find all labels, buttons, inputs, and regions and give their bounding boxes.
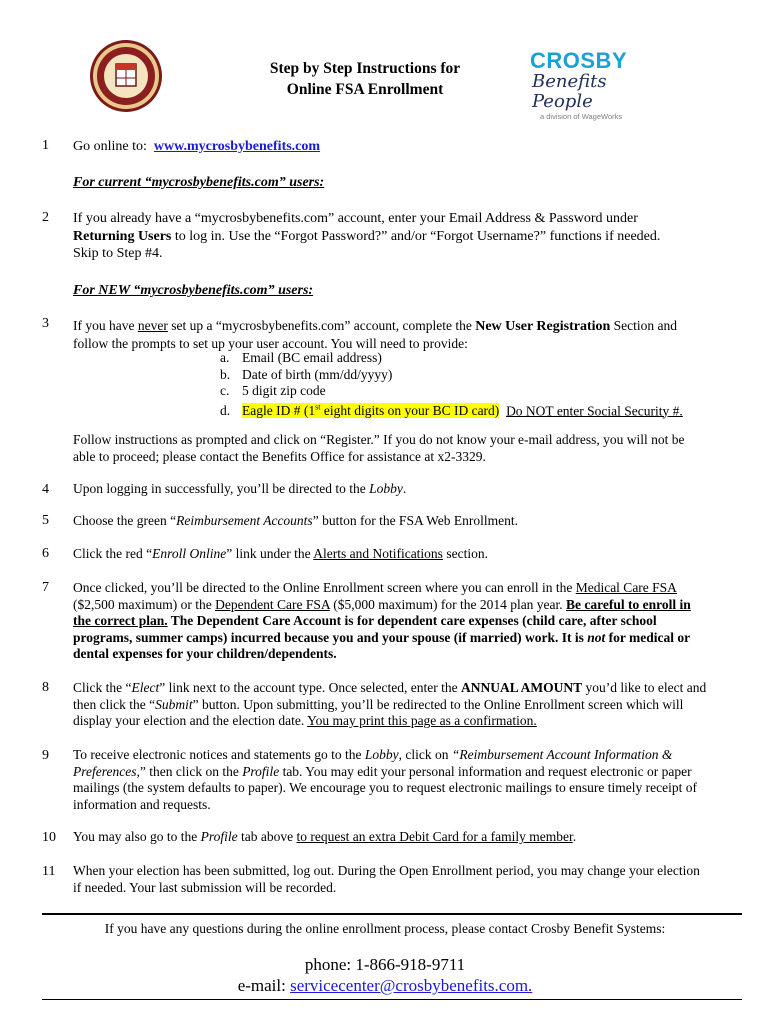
step-10-text (73, 829, 723, 846)
annual-amount-label: ANNUAL AMOUNT (460, 680, 583, 695)
step-11-text (73, 863, 723, 896)
step-9-a1: To receive electronic notices and statements go to the (73, 747, 365, 762)
superscript: st (315, 402, 321, 412)
dependent-care-fsa-label: Dependent Care FSA (215, 596, 330, 612)
logo-division: a division of WageWorks (540, 112, 623, 121)
follow-line-1: Follow instructions as prompted and click on “Register.” If you do not know your e-mail address, you will not be (73, 432, 685, 447)
step-9-line-2 (73, 764, 723, 781)
step-10-c: . (572, 829, 577, 844)
list-text: 5 digit zip code (242, 383, 326, 398)
step-number: 7 (42, 580, 49, 595)
document-title (0, 58, 770, 100)
reimbursement-accounts-label: Reimbursement Accounts (176, 513, 313, 528)
step-3-follow (73, 432, 723, 465)
step-6-text (73, 546, 723, 563)
step-11-line-2: if needed. Your last submission will be recorded. (73, 879, 337, 895)
step-9-line-3: mailings (the system defaults to paper). We encourage you to request electronic mailings to ensure timely receipt of (73, 780, 697, 795)
step-number: 8 (42, 680, 49, 695)
step-number: 5 (42, 513, 49, 528)
alerts-notifications-label: Alerts and Notifications (313, 546, 443, 561)
debit-card-note: to request an extra Debit Card for a family member (296, 829, 573, 844)
list-item (220, 383, 683, 400)
step-3-a3: Section and (610, 318, 678, 333)
email-line (0, 975, 770, 996)
step-3-text (73, 318, 723, 352)
step-7-b: ($2,500 maximum) or the (73, 596, 216, 612)
footer-divider (42, 913, 742, 915)
step-8-e1: display your election and the election date. (73, 713, 308, 728)
eagle-id-highlight (242, 403, 499, 418)
step-7-line-2 (73, 597, 723, 614)
step-1-label: Go online to: (73, 139, 147, 154)
step-2-line-3: Skip to Step #4. (73, 246, 163, 261)
new-user-registration-label: New User Registration (475, 319, 611, 334)
step-6-a: Click the red “ (73, 546, 153, 561)
step-number: 3 (42, 316, 49, 331)
profile-word: Profile (242, 763, 280, 779)
step-4-a: Upon logging in successfully, you’ll be directed to the (73, 481, 370, 496)
careful-warning-2: the correct plan. (73, 613, 168, 628)
never-word: never (137, 318, 168, 333)
dependent-care-note-4: dental expenses for your children/dependents. (73, 646, 337, 661)
step-4-end: . (402, 481, 407, 496)
logo-tagline: Benefits People (532, 71, 607, 112)
step-8-b: ” link next to the account type. Once selected, enter the (159, 680, 461, 695)
step-8-d1: then click the “ (73, 696, 156, 712)
step-7-line-4 (73, 630, 723, 647)
careful-warning-1: Be careful to enroll in (566, 596, 691, 612)
step-2-line-1: If you already have a “mycrosbybenefits.com” account, enter your Email Address & Password under (73, 211, 638, 226)
step-7-line-1 (73, 580, 723, 597)
step-2-text (73, 210, 723, 263)
elect-label: Elect (131, 680, 160, 695)
list-letter: d. (220, 403, 231, 418)
list-letter: b. (220, 366, 231, 382)
email-link[interactable]: servicecenter@crosbybenefits.com. (290, 976, 533, 995)
list-letter: a. (220, 350, 230, 365)
step-9-b2: tab. You may edit your personal information and request electronic or paper (279, 763, 692, 779)
step-7-text (73, 580, 723, 663)
step-10-b: tab above (237, 829, 297, 844)
step-6-c: section. (442, 546, 488, 561)
step-number: 1 (42, 138, 49, 153)
lobby-word: Lobby (369, 481, 403, 496)
step-number: 11 (42, 864, 56, 879)
contact-block (0, 954, 770, 996)
step-number: 10 (42, 830, 56, 845)
not-word: not (587, 629, 606, 645)
title-line-2: Online FSA Enrollment (286, 81, 444, 98)
medical-care-fsa-label: Medical Care FSA (575, 580, 677, 595)
step-3-a2: set up a “mycrosbybenefits.com” account, complete the (167, 318, 476, 333)
current-users-heading: For current “mycrosbybenefits.com” users: (73, 175, 325, 190)
step-number: 4 (42, 482, 49, 497)
list-item (220, 367, 683, 384)
list-text: Date of birth (mm/dd/yyyy) (242, 366, 393, 382)
reimbursement-info-label: “Reimbursement Account Information & (451, 747, 673, 762)
step-7-a: Once clicked, you’ll be directed to the Online Enrollment screen where you can enroll in the (73, 580, 576, 595)
list-text: Email (BC email address) (242, 350, 382, 365)
eagle-id-prefix: Eagle ID # (1 (242, 403, 316, 418)
submit-label: Submit (155, 696, 193, 712)
step-7-line-3 (73, 613, 723, 630)
footer-question: If you have any questions during the online enrollment process, please contact Crosby Benefit Systems: (104, 921, 666, 936)
step-9-b1: ” then click on the (139, 763, 243, 779)
ssn-warning: Do NOT enter Social Security #. (506, 403, 683, 418)
step-9-line-1 (73, 747, 723, 764)
step-8-line-3 (73, 713, 723, 730)
step-2-line-2 (73, 228, 723, 246)
step-5-text (73, 513, 723, 530)
step-8-d2: ” button. Upon submitting, you’ll be redirected to the Online Enrollment screen which will (192, 696, 684, 712)
step-3-a1: If you have (73, 318, 138, 333)
step-3-line-1 (73, 318, 723, 336)
returning-users-label: Returning Users (73, 228, 172, 244)
phone-number: phone: 1-866-918-9711 (304, 955, 466, 974)
step-8-line-1 (73, 680, 723, 697)
dependent-care-note-3: for medical or (605, 629, 691, 645)
step-9-text (73, 747, 723, 813)
step-5-b: ” button for the FSA Web Enrollment. (312, 513, 518, 528)
new-users-heading: For NEW “mycrosbybenefits.com” users: (73, 283, 314, 298)
step-number: 9 (42, 748, 49, 763)
lobby-word: Lobby (364, 747, 399, 762)
print-confirmation-note: You may print this page as a confirmation. (307, 713, 537, 728)
enroll-online-label: Enroll Online (152, 546, 227, 561)
email-label: e-mail: (237, 976, 291, 995)
step-8-line-2 (73, 697, 723, 714)
profile-word: Profile (200, 829, 238, 844)
step-9-line-4: information and requests. (73, 796, 211, 812)
step-6-b: ” link under the (226, 546, 314, 561)
step-5-a: Choose the green “ (73, 513, 177, 528)
step-10-a: You may also go to the (73, 829, 201, 844)
step-number: 6 (42, 546, 49, 561)
footer-bottom-divider (42, 999, 742, 1000)
preferences-label: Preferences, (73, 763, 140, 779)
follow-line-2: able to proceed; please contact the Benefits Office for assistance at x2-3329. (73, 448, 486, 464)
eagle-id-text: eight digits on your BC ID card) (320, 403, 500, 418)
step-4-text (73, 481, 723, 498)
website-link[interactable]: www.mycrosbybenefits.com (153, 139, 321, 154)
logo-brand: CROSBY (530, 48, 628, 73)
step-9-a2: , click on (398, 747, 452, 762)
dependent-care-note-2: programs, summer camps) incurred because you and your spouse (if married) work. It is (73, 629, 588, 645)
step-7-c: ($5,000 maximum) for the 2014 plan year. (329, 596, 567, 612)
list-item (220, 350, 683, 367)
list-letter: c. (220, 383, 230, 398)
list-item (220, 400, 683, 417)
requirements-list (220, 350, 683, 416)
step-8-c: you’d like to elect and (582, 680, 707, 695)
dependent-care-note-1: The Dependent Care Account is for dependent care expenses (child care, after school (167, 613, 657, 628)
title-line-1: Step by Step Instructions for (269, 60, 461, 77)
step-1-text (73, 138, 723, 156)
crosby-logo (530, 48, 640, 121)
step-8-text (73, 680, 723, 730)
step-number: 2 (42, 210, 49, 225)
step-2-line-2-rest: to log in. Use the “Forgot Password?” and/or “Forgot Username?” functions if needed. (171, 228, 661, 244)
step-8-a: Click the “ (73, 680, 132, 695)
step-11-line-1: When your election has been submitted, log out. During the Open Enrollment period, you may change your election (73, 863, 700, 878)
step-3-line-2: follow the prompts to set up your user account. You will need to provide: (73, 335, 468, 351)
